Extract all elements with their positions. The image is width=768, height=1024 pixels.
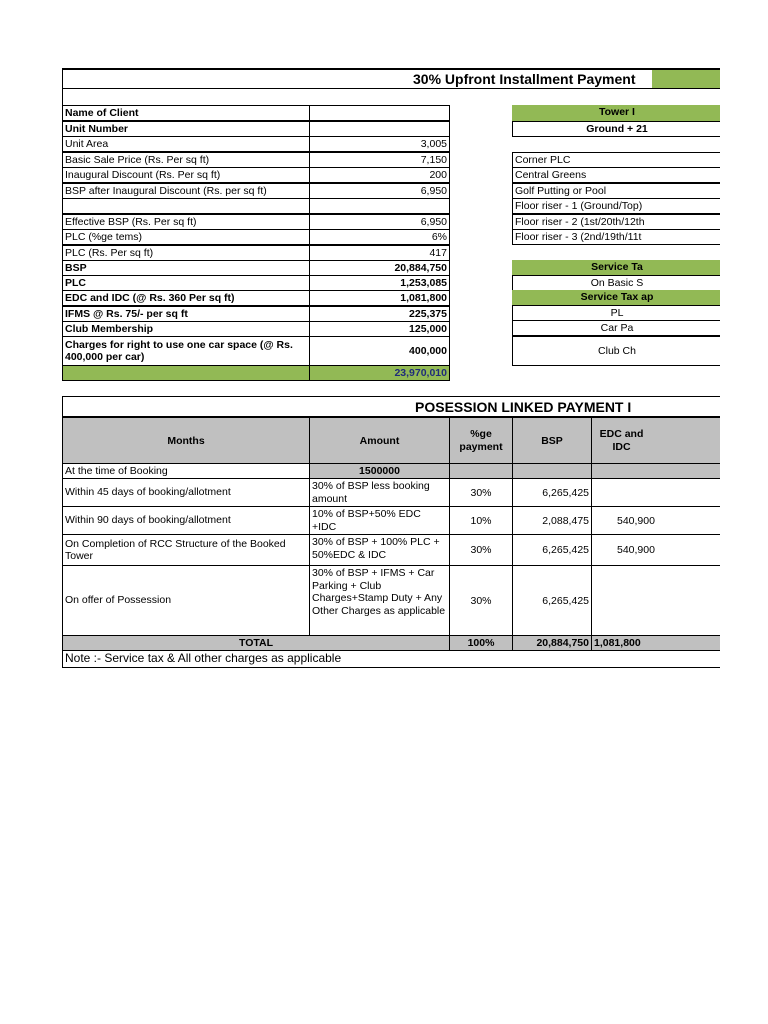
client-row-value: 417 xyxy=(309,245,450,261)
client-row-value: 125,000 xyxy=(309,321,450,337)
client-row-value: 225,375 xyxy=(309,306,450,322)
col-header-bsp: BSP xyxy=(512,417,592,464)
schedule-month: On offer of Possession xyxy=(62,565,310,636)
schedule-edc xyxy=(591,565,720,636)
total-pct: 100% xyxy=(449,635,513,651)
client-row-value: 1,081,800 xyxy=(309,290,450,306)
schedule-title-row xyxy=(62,396,720,417)
service-tax-item-club-charges: Club Ch xyxy=(512,336,720,366)
tower-plc-item: Golf Putting or Pool xyxy=(512,183,720,199)
client-row-label xyxy=(62,198,310,214)
client-row-value xyxy=(309,121,450,137)
title-green-accent xyxy=(652,70,720,88)
schedule-edc: 540,900 xyxy=(591,534,720,566)
client-row-label: BSP after Inaugural Discount (Rs. per sq ft) xyxy=(62,183,310,199)
schedule-edc: 540,900 xyxy=(591,506,720,535)
schedule-bsp: 6,265,425 xyxy=(512,478,592,507)
client-row-label: Unit Number xyxy=(62,121,310,137)
schedule-amount: 30% of BSP + 100% PLC + 50%EDC & IDC xyxy=(309,534,450,566)
service-tax-basic: On Basic S xyxy=(512,275,720,291)
booking-bsp xyxy=(512,463,592,479)
client-total-value: 23,970,010 xyxy=(309,365,450,381)
schedule-month: Within 90 days of booking/allotment xyxy=(62,506,310,535)
booking-edc xyxy=(591,463,720,479)
client-row-value: 3,005 xyxy=(309,136,450,152)
tower-plc-item: Floor riser - 1 (Ground/Top) xyxy=(512,198,720,214)
client-row-value xyxy=(309,105,450,121)
client-row-value: 7,150 xyxy=(309,152,450,168)
schedule-bsp: 2,088,475 xyxy=(512,506,592,535)
client-row-label: Effective BSP (Rs. Per sq ft) xyxy=(62,214,310,230)
col-header-edc: EDC and IDC xyxy=(591,417,720,464)
col-header-amount: Amount xyxy=(309,417,450,464)
client-row-label: Name of Client xyxy=(62,105,310,121)
schedule-pct: 10% xyxy=(449,506,513,535)
client-row-value: 6,950 xyxy=(309,183,450,199)
client-row-label: Unit Area xyxy=(62,136,310,152)
schedule-bsp: 6,265,425 xyxy=(512,534,592,566)
schedule-pct: 30% xyxy=(449,534,513,566)
client-row-value: 6,950 xyxy=(309,214,450,230)
client-row-label: PLC (Rs. Per sq ft) xyxy=(62,245,310,261)
spreadsheet xyxy=(62,68,720,668)
client-row-label: BSP xyxy=(62,260,310,276)
client-row-value: 200 xyxy=(309,167,450,183)
car-space-value: 400,000 xyxy=(309,336,450,366)
client-row-label: PLC (%ge tems) xyxy=(62,229,310,245)
schedule-edc xyxy=(591,478,720,507)
schedule-amount: 10% of BSP+50% EDC +IDC xyxy=(309,506,450,535)
tower-plc-item: Floor riser - 2 (1st/20th/12th xyxy=(512,214,720,230)
page-title: 30% Upfront Installment Payment xyxy=(413,71,636,87)
booking-month: At the time of Booking xyxy=(62,463,310,479)
left-border xyxy=(62,89,63,105)
schedule-title: POSESSION LINKED PAYMENT I xyxy=(415,399,632,415)
client-row-label: Basic Sale Price (Rs. Per sq ft) xyxy=(62,152,310,168)
client-row-label: IFMS @ Rs. 75/- per sq ft xyxy=(62,306,310,322)
service-tax-item-car-parking: Car Pa xyxy=(512,320,720,336)
client-row-label: PLC xyxy=(62,275,310,291)
note: Note :- Service tax & All other charges as applicable xyxy=(62,650,720,668)
service-tax-item-plc: PL xyxy=(512,305,720,321)
title-bar xyxy=(62,70,720,89)
client-total-label xyxy=(62,365,310,381)
tower-header: Tower I xyxy=(512,105,720,121)
col-header-pct: %ge payment xyxy=(449,417,513,464)
service-tax-header: Service Ta xyxy=(512,260,720,276)
schedule-month: On Completion of RCC Structure of the Booked Tower xyxy=(62,534,310,566)
car-space-label: Charges for right to use one car space (@ Rs. 400,000 per car) xyxy=(62,336,310,366)
client-row-label: Club Membership xyxy=(62,321,310,337)
col-header-months: Months xyxy=(62,417,310,464)
total-label: TOTAL xyxy=(62,635,450,651)
client-row-value: 1,253,085 xyxy=(309,275,450,291)
client-row-label: EDC and IDC (@ Rs. 360 Per sq ft) xyxy=(62,290,310,306)
total-edc: 1,081,800 xyxy=(591,635,720,651)
tower-floors: Ground + 21 xyxy=(512,121,720,137)
total-bsp: 20,884,750 xyxy=(512,635,592,651)
schedule-bsp: 6,265,425 xyxy=(512,565,592,636)
tower-plc-item: Floor riser - 3 (2nd/19th/11t xyxy=(512,229,720,245)
schedule-amount: 30% of BSP + IFMS + Car Parking + Club Charges+Stamp Duty + Any Other Charges as applicable xyxy=(309,565,450,636)
tower-plc-item: Central Greens xyxy=(512,167,720,183)
booking-amount: 1500000 xyxy=(309,463,450,479)
schedule-pct: 30% xyxy=(449,478,513,507)
booking-pct xyxy=(449,463,513,479)
schedule-month: Within 45 days of booking/allotment xyxy=(62,478,310,507)
schedule-amount: 30% of BSP less booking amount xyxy=(309,478,450,507)
client-row-value xyxy=(309,198,450,214)
client-row-value: 20,884,750 xyxy=(309,260,450,276)
schedule-pct: 30% xyxy=(449,565,513,636)
tower-plc-item: Corner PLC xyxy=(512,152,720,168)
client-row-value: 6% xyxy=(309,229,450,245)
client-row-label: Inaugural Discount (Rs. Per sq ft) xyxy=(62,167,310,183)
service-tax-applicable-header: Service Tax ap xyxy=(512,290,720,306)
